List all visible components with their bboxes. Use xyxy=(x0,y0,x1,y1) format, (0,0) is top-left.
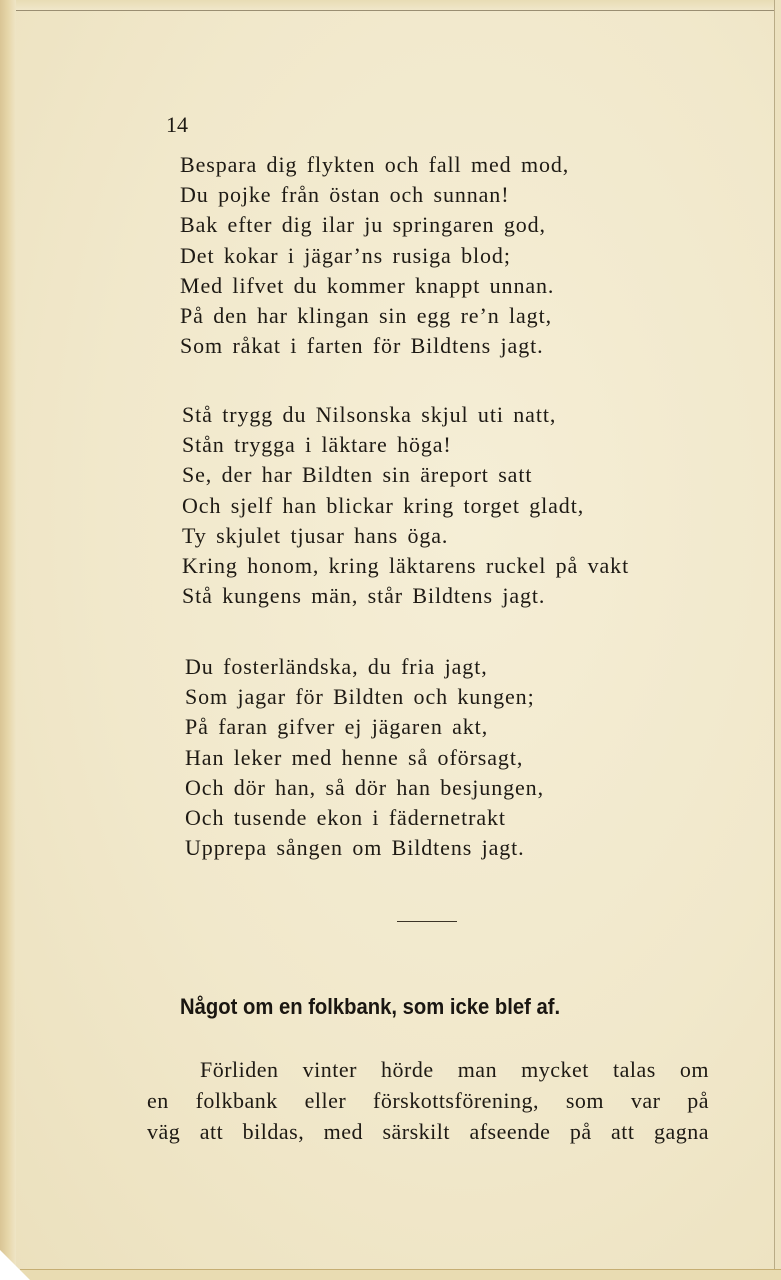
poem-line: På den har klingan sin egg re’n lagt, xyxy=(180,302,552,328)
poem-line: Och sjelf han blickar kring torget gladt, xyxy=(182,492,585,518)
page-number: 14 xyxy=(166,112,188,137)
poem-line: Stå trygg du Nilsonska skjul uti natt, xyxy=(182,402,557,427)
page-corner xyxy=(0,1250,30,1280)
poem-line: Som jagar för Bildten och kungen; xyxy=(185,684,535,710)
paragraph-line: en folkbank eller förskottsförening, som var på xyxy=(147,1088,709,1113)
paragraph-line: väg att bildas, med särskilt afseende på att gagna xyxy=(147,1119,709,1144)
poem-line: Du fosterländska, du fria jagt, xyxy=(185,654,488,679)
poem-line: Och dör han, så dör han besjungen, xyxy=(185,774,544,800)
poem-line: Ty skjulet tjusar hans öga. xyxy=(182,522,449,548)
paragraph-line: Förliden vinter hörde man mycket talas om xyxy=(200,1057,709,1082)
section-heading: Något om en folkbank, som icke blef af. xyxy=(180,994,561,1019)
poem-line: Stån trygga i läktare höga! xyxy=(182,432,452,458)
poem-line: Det kokar i jägar’ns rusiga blod; xyxy=(180,242,511,268)
poem-line: Kring honom, kring läktarens ruckel på vakt xyxy=(182,552,630,578)
poem-stanza-1 xyxy=(180,150,569,361)
poem-line: På faran gifver ej jägaren akt, xyxy=(185,714,489,740)
poem-line: Upprepa sången om Bildtens jagt. xyxy=(185,835,525,861)
poem-stanza-3 xyxy=(185,652,544,863)
poem-line: Han leker med henne så oförsagt, xyxy=(185,744,524,770)
poem-line: Stå kungens män, står Bildtens jagt. xyxy=(182,583,546,609)
poem-line: Med lifvet du kommer knappt unnan. xyxy=(180,272,555,298)
poem-line: Bak efter dig ilar ju springaren god, xyxy=(180,212,546,238)
section-paragraph xyxy=(147,1054,709,1147)
page-left-edge xyxy=(0,0,16,1280)
poem-line: Som råkat i farten för Bildtens jagt. xyxy=(180,333,544,359)
page-top-edge xyxy=(0,0,781,11)
poem-line: Och tusende ekon i fädernetrakt xyxy=(185,804,506,830)
page-bottom-edge xyxy=(20,1269,781,1280)
poem-line: Bespara dig flykten och fall med mod, xyxy=(180,152,570,177)
poem-line: Du pojke från östan och sunnan! xyxy=(180,182,510,208)
section-divider-rule xyxy=(397,921,457,922)
poem-line: Se, der har Bildten sin äreport satt xyxy=(182,462,533,488)
page-right-edge xyxy=(774,0,781,1280)
poem-stanza-2 xyxy=(182,400,629,611)
